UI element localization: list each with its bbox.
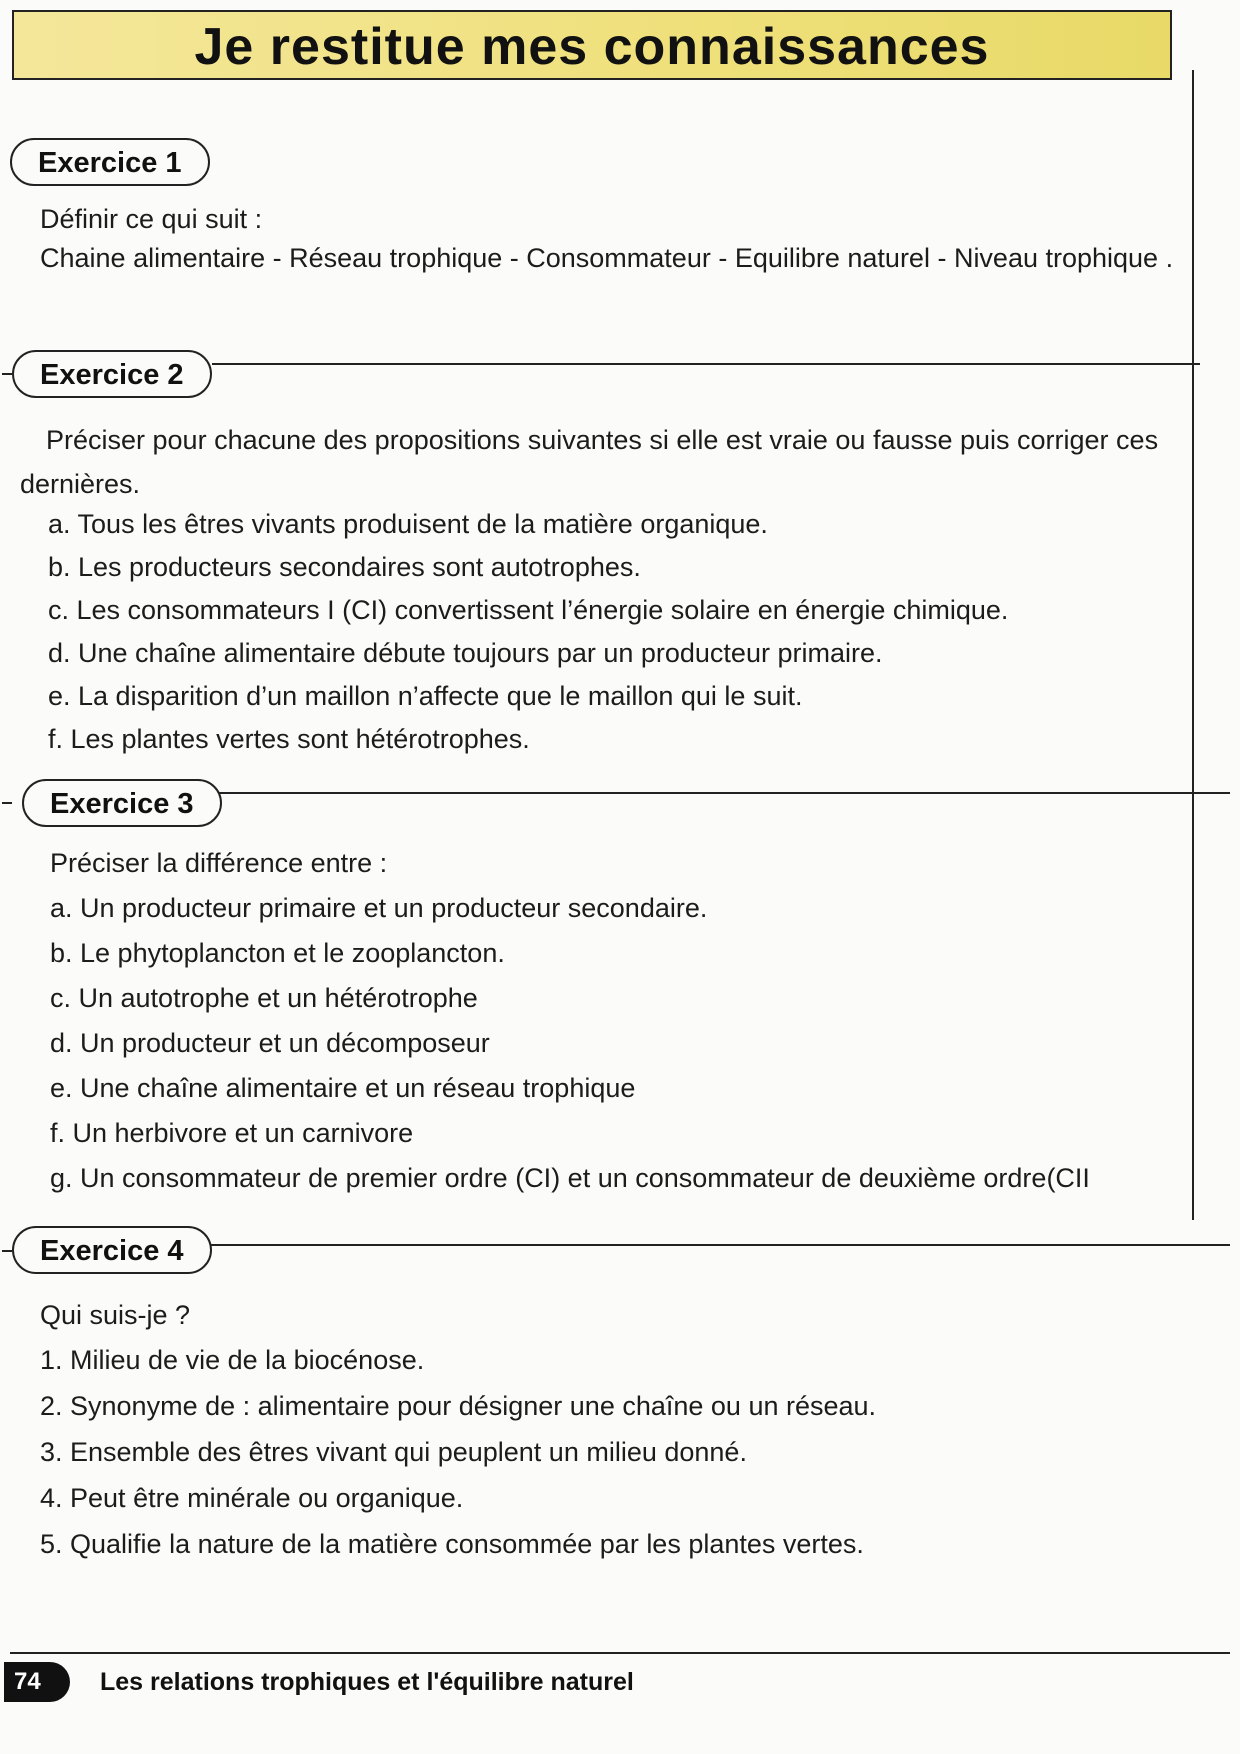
exercise-3-label: Exercice 3 <box>22 779 222 827</box>
exercise-3-item: f. Un herbivore et un carnivore <box>50 1118 414 1148</box>
exercise-2-rule <box>212 363 1200 365</box>
exercise-4-label: Exercice 4 <box>12 1226 212 1274</box>
exercise-1-intro: Définir ce qui suit : <box>40 204 263 234</box>
chapter-title: Les relations trophiques et l'équilibre naturel <box>100 1668 634 1696</box>
page-number: 74 <box>4 1662 70 1702</box>
exercise-2-item: d. Une chaîne alimentaire débute toujours par un producteur primaire. <box>48 638 883 668</box>
exercise-3-item: a. Un producteur primaire et un producteur secondaire. <box>50 893 708 923</box>
exercise-3-item: e. Une chaîne alimentaire et un réseau trophique <box>50 1073 636 1103</box>
exercise-4-item: 4. Peut être minérale ou organique. <box>40 1483 464 1513</box>
exercise-2-item: f. Les plantes vertes sont hétérotrophes. <box>48 724 530 754</box>
page-title-banner <box>12 10 1172 80</box>
exercise-3-item: g. Un consommateur de premier ordre (CI) et un consommateur de deuxième ordre(CII <box>50 1163 1090 1193</box>
exercise-3-item: c. Un autotrophe et un hétérotrophe <box>50 983 478 1013</box>
exercise-2-item: a. Tous les êtres vivants produisent de la matière organique. <box>48 509 768 539</box>
exercise-2-intro: Préciser pour chacune des propositions suivantes si elle est vraie ou fausse puis corriger ces dernières. <box>20 425 1159 499</box>
exercise-3-item: d. Un producteur et un décomposeur <box>50 1028 490 1058</box>
exercise-1-label: Exercice 1 <box>10 138 210 186</box>
exercise-3-item: b. Le phytoplancton et le zooplancton. <box>50 938 505 968</box>
page-title: Je restitue mes connaissances <box>194 18 990 76</box>
exercise-3-rule <box>216 792 1230 794</box>
exercise-4-intro: Qui suis-je ? <box>40 1300 191 1330</box>
exercise-4-rule <box>210 1244 1230 1246</box>
exercise-2-item: e. La disparition d’un maillon n’affecte que le maillon qui le suit. <box>48 681 803 711</box>
exercise-4-item: 5. Qualifie la nature de la matière consommée par les plantes vertes. <box>40 1529 864 1559</box>
exercise-4-item: 3. Ensemble des êtres vivant qui peuplent un milieu donné. <box>40 1437 747 1467</box>
exercise-4-item: 2. Synonyme de : alimentaire pour désigner une chaîne ou un réseau. <box>40 1391 877 1421</box>
exercise-2-tick <box>2 373 12 375</box>
exercise-3-tick <box>2 802 12 804</box>
exercise-2-label: Exercice 2 <box>12 350 212 398</box>
exercise-3-intro: Préciser la différence entre : <box>50 848 388 878</box>
footer-rule <box>10 1652 1230 1654</box>
exercise-2-item: c. Les consommateurs I (CI) convertissent l’énergie solaire en énergie chimique. <box>48 595 1009 625</box>
exercise-4-tick <box>2 1250 12 1252</box>
exercise-4-item: 1. Milieu de vie de la biocénose. <box>40 1345 425 1375</box>
exercise-2-item: b. Les producteurs secondaires sont autotrophes. <box>48 552 641 582</box>
exercise-1-terms: Chaine alimentaire - Réseau trophique - Consommateur - Equilibre naturel - Niveau trophique . <box>40 243 1174 273</box>
right-margin-rule <box>1192 70 1194 1220</box>
